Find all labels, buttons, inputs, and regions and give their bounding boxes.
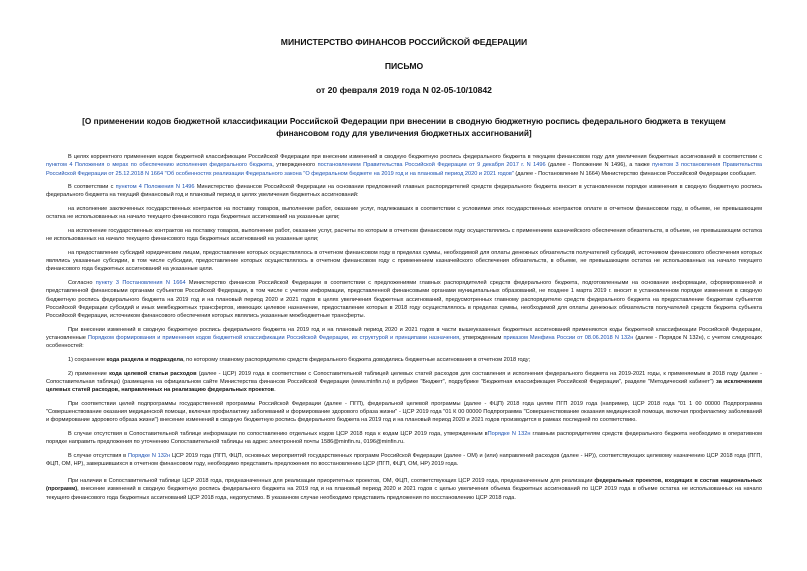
text: главным распорядителям средств федерального бюджета необходимо в оперативном порядке направить предложения по уточнению Сопоставительной таблицы на адрес электронной почты 1586@minfin.ru, 0196@minfin.ru. xyxy=(46,430,763,446)
text: ЦСР 2019 года (ПГП, ФЦП, основных мероприятий государственных программ Российской Федерации (далее - ОМ) и (или) направлений расходов (далее - НР)), соответствующих целевому назначению ЦСР 2018 года (ПГП, ФЦП, ОМ, НР), завершившихся в отчетном финансовом году, необходимо представить предложения по восстановлению ЦСР (ПГП, ФЦП, ОМ, НР) 2019 года. xyxy=(46,452,762,468)
text: , утвержденным xyxy=(459,335,504,342)
document-type: ПИСЬМО xyxy=(384,61,424,71)
text: , утвержденного xyxy=(272,162,318,169)
paragraph-8 xyxy=(46,356,762,364)
text: . xyxy=(274,387,276,394)
link-prikaz-132n[interactable]: приказом Минфина России от 08.06.2018 N 132н xyxy=(503,335,634,342)
text: Министерство финансов Российской Федерации на основании предложений главных распорядителей средств федерального бюджета вносит в установленном порядке изменения в сводную бюджетную роспись федерального бюджета на текущий финансовый год и плановый период в целях увеличения бюджетных ассигнований: xyxy=(46,184,763,199)
paragraph-13 xyxy=(46,477,762,502)
paragraph-10: При соответствии целей подпрограммы государственной программы Российской Федерации (далее - ПГП), федеральной целевой программы (далее - ФЦП) 2018 года целям ПГП 2019 года (например, ЦСР 2018 года "01 1 00 00000 Подпрограмма "Совершенствование оказания медицинской помощи, включая профилактику заболеваний и формирование здорового образа жизни" - ЦСР 2019 года "01 К 00 00000 Подпрограмма "Совершенствование оказания медицинской помощи, включая профилактику заболеваний и формирование здорового образа жизни") внесение изменений в сводную бюджетную роспись федерального бюджета на 2019 год и на плановый период 2020 и 2021 годов производится в рамках последней по соответствию. xyxy=(46,400,762,424)
link-poryadok-kbk[interactable]: Порядком формирования и применения кодов бюджетной классификации Российской Федерации, их структурой и принципами назначения xyxy=(87,335,460,342)
text: При наличии в Сопоставительной таблице ЦСР 2018 года, предназначенных для реализации приоритетных проектов, ОМ, ФЦП, соответствующих ЦСР 2019 года, предназначенным для реализации xyxy=(68,477,595,484)
document-body xyxy=(46,139,762,502)
text: , внесение изменений в сводную бюджетную роспись федерального бюджета на 2019 год и на плановый период 2020 и 2021 годов с целью увеличения объема бюджетных ассигнований по ЦСР 2019 года в объеме остатка не использованных на начало текущего финансового года бюджетных ассигнований ЦСР 2018 года, недопустимо. В указанном случае необходимо представить предложения по восстановлению ЦСР 2018 года. xyxy=(46,486,762,501)
text: , по которому главному распорядителю средств федерального бюджета доводились бюджетные ассигнования в отчетном 2018 году; xyxy=(183,357,531,364)
text: (далее - ЦСР) 2019 года в соответствии с Сопоставительной таблицей целевых статей расходов для составления и исполнения федерального бюджета на 2019-2021 годы, к применяемым в 2018 году (далее - Сопоставительная таблица) (размещена на официальном сайте Министерства финансов Российской Федерации (www.minfin.ru) в рубрике "Бюджет", подрубрике "Бюджетная классификация Российской Федерации", разделе "Методический кабинет") xyxy=(46,370,762,385)
document-title: [О применении кодов бюджетной классификации Российской Федерации при внесении в сводную бюджетную роспись федерального бюджета в текущем финансовом году для увеличения бюджетных ассигнований] xyxy=(82,116,726,138)
text: 2) применение xyxy=(68,370,110,377)
text: (далее - Положение N 1496), а также xyxy=(545,162,653,169)
document-date: от 20 февраля 2019 года N 02-05-10/10842 xyxy=(316,85,492,95)
link-polozhenie-p4[interactable]: пунктом 4 Положения о мерах по обеспечению исполнения федерального бюджета xyxy=(46,162,273,169)
link-poryadok-132n-2[interactable]: Порядке N 132н xyxy=(127,452,171,459)
paragraph-11 xyxy=(46,430,762,447)
text: (далее - Порядок N 132н), с учетом следующих особенностей: xyxy=(46,335,762,350)
link-postanovlenie-1496[interactable]: постановлением Правительства Российской Федерации от 9 декабря 2017 г. N 1496 xyxy=(317,162,546,169)
text: Министерство финансов Российской Федерации в соответствии с предложениями главных распорядителей средств федерального бюджета, подготовленными на основании информации, сформированной и представленной финансовыми органами субъектов Российской Федерации, в том числе с учетом информации, представленной финансовыми органами муниципальных образований, не позднее 1 марта 2019 г. вносит в установленном порядке изменения в сводную бюджетную роспись федерального бюджета на 2019 год и на плановый период 2020 и 2021 годов в целях увеличения бюджетных ассигнований, предусмотренных главному распорядителю средств федерального бюджета на предоставление бюджетам субъектов Российской Федерации субсидий и иных межбюджетных трансфертов, имеющих целевое назначение, предоставление которых в 2018 году осуществлялось в пределах суммы, необходимой для оплаты денежных обязательств получателей средств бюджета субъекта Российской Федерации, источником финансового обеспечения которых являлись указанные межбюджетные трансферты. xyxy=(46,280,762,320)
text: В случае отсутствия в xyxy=(68,452,128,459)
text: В целях корректного применения кодов бюджетной классификации Российской Федерации при внесении изменений в сводную бюджетную роспись федерального бюджета в текущем финансовом году для увеличения бюджетных ассигнований в соответствии с xyxy=(68,154,762,160)
paragraph-5: на предоставление субсидий юридическим лицам, предоставление которых осуществлялось в отчетном финансовом году в пределах суммы, необходимой для оплаты денежных обязательств получателей субсидий, источником финансового обеспечения которых являлись указанные субсидии, в том числе субсидии, предоставление которых осуществлялось в отчетном финансовом году с применением казначейского обеспечения обязательств, в объеме, не превышающем остатка не использованных на начало текущего финансового года бюджетных ассигнований на указанные цели. xyxy=(46,249,762,273)
bold-text: кода целевой статьи расходов xyxy=(109,370,197,377)
paragraph-4: на исполнение государственных контрактов на поставку товаров, выполнение работ, оказание услуг, расчеты по которым в отчетном финансовом году осуществлялись с применением казначейского обеспечения обязательств, в объеме, не превышающем остатка не использованных на начало текущего финансового года бюджетных ассигнований на указанные цели; xyxy=(46,227,762,243)
paragraph-1 xyxy=(46,153,762,178)
link-punkt3-1664[interactable]: пункту 3 Постановления N 1664 xyxy=(95,280,186,287)
bold-text: федеральных проектов, входящих в состав национальных (программ) xyxy=(46,477,762,493)
text: Согласно xyxy=(68,280,96,287)
ministry-heading: МИНИСТЕРСТВО ФИНАНСОВ РОССИЙСКОЙ ФЕДЕРАЦИИ xyxy=(280,37,528,47)
text: В случае отсутствия в Сопоставительной таблице информации по сопоставлению отдельных кодов ЦСР 2018 года к кодам ЦСР 2019 года, утвержденным в xyxy=(68,430,488,437)
link-punkt4-1496[interactable]: пунктом 4 Положения N 1496 xyxy=(115,184,195,191)
text: В соответствии с xyxy=(68,184,116,191)
paragraph-6 xyxy=(46,279,762,320)
paragraph-12 xyxy=(46,452,762,469)
link-poryadok-132n[interactable]: Порядке N 132н xyxy=(487,430,531,437)
text: (далее - Постановление N 1664) Министерство финансов Российской Федерации сообщает. xyxy=(513,170,757,177)
paragraph-3: на исполнение заключенных государственных контрактов на поставку товаров, выполнение работ, оказание услуг, подлежавших в соответствии с условиями этих государственных контрактов оплате в отчетном финансовом году, в объеме, не превышающем остатка не использованных на начало текущего финансового года бюджетных ассигнований на указанные цели; xyxy=(46,206,762,221)
text: При внесении изменений в сводную бюджетную роспись федерального бюджета на 2019 год и на плановый период 2020 и 2021 годов в части вышеуказанных бюджетных ассигнований применяются коды бюджетной классификации Российской Федерации, установленные xyxy=(46,326,762,342)
link-postanovlenie-1664[interactable]: пунктом 3 постановления Правительства Российской Федерации от 25.12.2018 N 1664 "Об особенностях реализации Федерального закона "О федеральном бюджете на 2019 год и на плановый период 2020 и 2021 годов" xyxy=(46,162,762,177)
paragraph-7 xyxy=(46,326,762,351)
bold-text: кода раздела и подраздела xyxy=(106,357,184,364)
text: 1) сохранение xyxy=(68,357,107,364)
paragraph-9 xyxy=(46,370,762,395)
paragraph-2 xyxy=(46,183,762,200)
bold-text: за исключением целевых статей расходов, направленных на реализацию федеральных проектов xyxy=(46,378,762,394)
